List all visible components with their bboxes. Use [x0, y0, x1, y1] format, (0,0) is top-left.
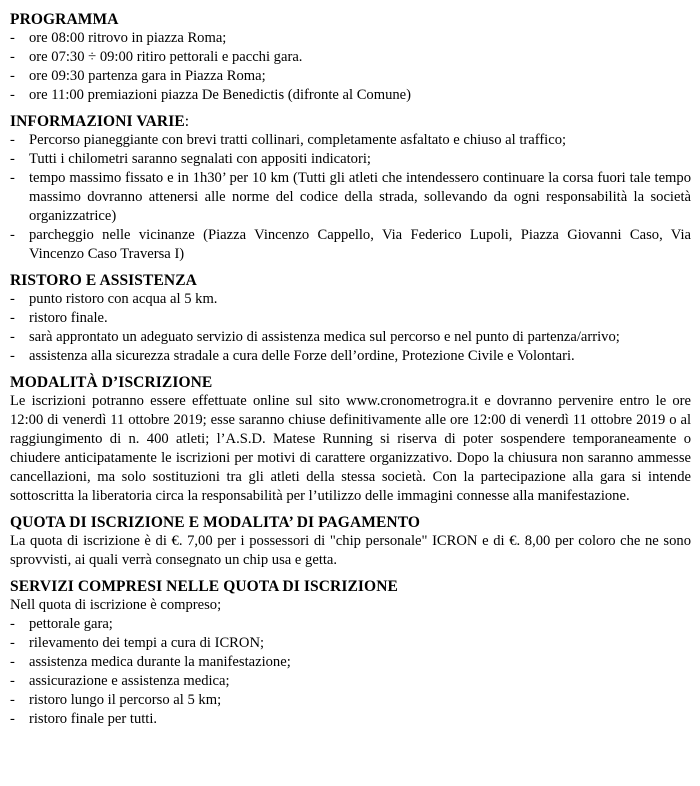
list-item: - rilevamento dei tempi a cura di ICRON; [10, 635, 265, 651]
section-iscrizione [10, 373, 691, 506]
list-item: - assistenza alla sicurezza stradale a cura delle Forze dell’ordine, Protezione Civile e Volontari. [10, 348, 575, 364]
iscrizione-paragraph: Le iscrizioni potranno essere effettuate online sul sito www.cronometrogra.it e dovranno pervenire entro le ore 12:00 di venerdì 11 ottobre 2019; esse saranno chiuse definitivamente alle ore 12:00 di venerdì 11 ottobre 2019 o al raggiungimento di n. 400 atleti; l’A.S.D. Matese Running si riserva di poter sospendere temporaneamente o chiudere anticipatamente le iscrizioni per motivi di carattere organizzativo. Dopo la chiusura non saranno ammesse cancellazioni, ma solo sostituzioni tra gli atleti della stessa società. Con la partecipazione alla gara si intende sottoscritta la liberatoria circa la responsabilità per l’utilizzo delle immagini connesse alla manifestazione. [10, 393, 691, 504]
list-item: - ristoro finale per tutti. [10, 711, 158, 727]
list-item: - sarà approntato un adeguato servizio di assistenza medica sul percorso e nel punto di partenza/arrivo; [10, 329, 620, 345]
list-item: - ristoro finale. [10, 310, 108, 326]
section-title: SERVIZI COMPRESI NELLE QUOTA DI ISCRIZIONE [10, 578, 398, 595]
section-title: QUOTA DI ISCRIZIONE E MODALITA’ DI PAGAMENTO [10, 514, 421, 531]
list-item: - ore 09:30 partenza gara in Piazza Roma; [10, 68, 266, 84]
list-item: - pettorale gara; [10, 616, 113, 632]
section-programma [10, 10, 691, 105]
ristoro-list [10, 290, 691, 366]
section-title: MODALITÀ D’ISCRIZIONE [10, 374, 213, 391]
section-quota [10, 513, 691, 570]
list-item: - parcheggio nelle vicinanze (Piazza Vincenzo Cappello, Via Federico Lupoli, Piazza Giovanni Caso, Via Vincenzo Caso Traversa I) [10, 227, 691, 262]
list-item: - ore 08:00 ritrovo in piazza Roma; [10, 30, 227, 46]
list-item: - Percorso pianeggiante con brevi tratti collinari, completamente asfaltato e chiuso al traffico; [10, 132, 567, 148]
informazioni-list [10, 131, 691, 264]
section-informazioni [10, 112, 691, 264]
servizi-list [10, 615, 691, 729]
list-item: - ore 11:00 premiazioni piazza De Benedictis (difronte al Comune) [10, 87, 412, 103]
section-title: INFORMAZIONI VARIE: [10, 113, 190, 130]
list-item: - ore 07:30 ÷ 09:00 ritiro pettorali e pacchi gara. [10, 49, 303, 65]
servizi-intro: Nell quota di iscrizione è compreso; [10, 597, 222, 613]
programma-list [10, 29, 691, 105]
list-item: - ristoro lungo il percorso al 5 km; [10, 692, 222, 708]
section-servizi [10, 577, 691, 729]
quota-paragraph: La quota di iscrizione è di €. 7,00 per i possessori di "chip personale" ICRON e di €. 8,00 per coloro che ne sono sprovvisti, ai quali verrà consegnato un chip usa e getta. [10, 533, 691, 568]
list-item: - tempo massimo fissato e in 1h30’ per 10 km (Tutti gli atleti che intendessero continuare la corsa fuori tale tempo massimo dovranno attenersi alle norme del codice della strada, sollevando da ogni responsabilità la società organizzatrice) [10, 170, 691, 224]
list-item: - assicurazione e assistenza medica; [10, 673, 230, 689]
list-item: - Tutti i chilometri saranno segnalati con appositi indicatori; [10, 151, 371, 167]
section-title: RISTORO E ASSISTENZA [10, 272, 197, 289]
list-item: - punto ristoro con acqua al 5 km. [10, 291, 218, 307]
section-ristoro [10, 271, 691, 366]
list-item: - assistenza medica durante la manifestazione; [10, 654, 291, 670]
section-title: PROGRAMMA [10, 11, 119, 28]
